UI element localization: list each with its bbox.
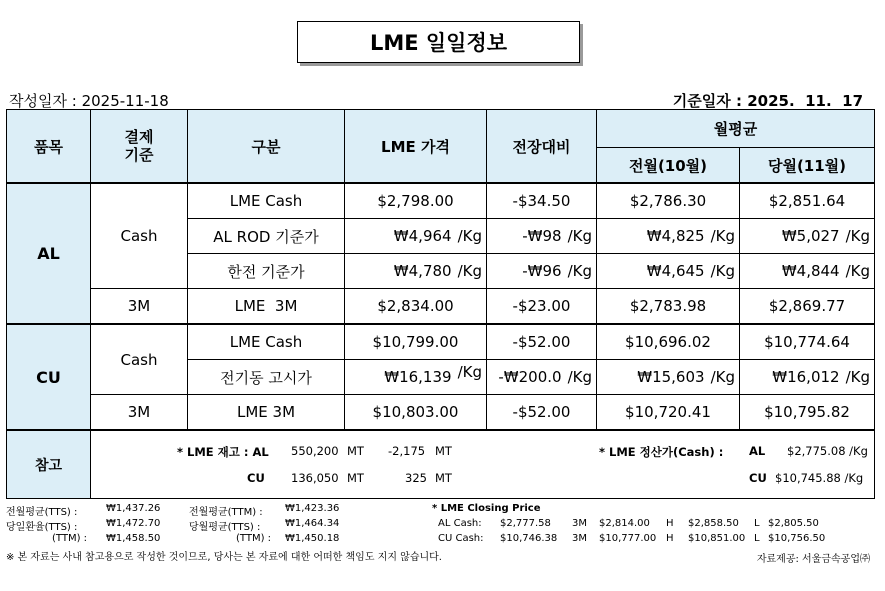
al-stock: 550,200	[291, 444, 339, 458]
header-monthly-avg: 월평균	[597, 110, 875, 148]
settle-3m: 3M	[91, 395, 188, 431]
table-row	[7, 289, 875, 325]
item-al: AL	[7, 183, 91, 324]
al-3m: $2,814.00	[599, 518, 650, 529]
base-date-label: 기준일자 :	[672, 92, 742, 110]
prev-month-cell: ₩15,603 /Kg	[597, 360, 740, 395]
diff-cell: -₩200.0 /Kg	[487, 360, 597, 395]
curr-month-cell: $2,851.64	[740, 183, 875, 219]
al-settle-label: AL	[749, 444, 766, 458]
curr-month-cell: $10,774.64	[740, 324, 875, 360]
price-cell: ₩16,139 /Kg	[345, 360, 487, 395]
reference-label: 참고	[7, 430, 91, 499]
reference-content	[91, 430, 875, 499]
cu-settle: $10,745.88 /Kg	[775, 471, 864, 485]
diff-cell: -$34.50	[487, 183, 597, 219]
al-3m-label: 3M	[572, 518, 587, 529]
base-date: 2025. 11. 17	[747, 92, 863, 110]
division-cell: LME Cash	[188, 183, 345, 219]
division-cell: 한전 기준가	[188, 254, 345, 289]
disclaimer: ※ 본 자료는 사내 참고용으로 작성한 것이므로, 당사는 본 자료에 대한 어떠한 책임도 지지 않습니다.	[6, 552, 442, 563]
curr-avg-tts: ₩1,464.34	[285, 518, 340, 529]
report-title: LME 일일정보	[297, 21, 580, 63]
prev-tts: ₩1,437.26	[106, 503, 161, 514]
al-stock-diff: -2,175	[388, 444, 426, 458]
price-cell: ₩4,964 /Kg	[345, 219, 487, 254]
ttm-label: (TTM) :	[52, 533, 88, 544]
settle-3m: 3M	[91, 289, 188, 325]
header-prev-month: 전월(10월)	[597, 148, 740, 184]
price-cell: $2,834.00	[345, 289, 487, 325]
ttm2: ₩1,450.18	[285, 533, 340, 544]
written-date: 2025-11-18	[81, 92, 169, 110]
cu-cash: $10,746.38	[500, 533, 558, 544]
price-cell: ₩4,780 /Kg	[345, 254, 487, 289]
item-cu: CU	[7, 324, 91, 430]
al-settle: $2,775.08 /Kg	[787, 444, 868, 458]
lme-price-table	[6, 109, 875, 499]
al-h: $2,858.50	[688, 518, 739, 529]
division-cell: LME 3M	[188, 289, 345, 325]
base-date-row	[673, 90, 863, 111]
curr-month-cell: $10,795.82	[740, 395, 875, 431]
header-item: 품목	[7, 110, 91, 184]
price-cell: $10,803.00	[345, 395, 487, 431]
cu-stock-label: CU	[247, 471, 265, 485]
written-date-label: 작성일자 :	[9, 92, 77, 110]
cu-stock-diff-unit: MT	[435, 471, 452, 485]
division-cell: 전기동 고시가	[188, 360, 345, 395]
diff-cell: -₩98 /Kg	[487, 219, 597, 254]
curr-month-cell: $2,869.77	[740, 289, 875, 325]
reference-row	[7, 430, 875, 499]
diff-cell: -$23.00	[487, 289, 597, 325]
cu-h: $10,851.00	[688, 533, 746, 544]
table-row	[7, 324, 875, 360]
footer	[6, 503, 876, 563]
closing-title: * LME Closing Price	[432, 503, 541, 514]
prev-month-cell: $10,720.41	[597, 395, 740, 431]
cu-h-label: H	[666, 533, 674, 544]
prev-ttm-label: 전월평균(TTM) :	[189, 507, 263, 518]
cu-l-label: L	[754, 533, 760, 544]
table-row	[7, 395, 875, 431]
cu-3m: $10,777.00	[599, 533, 657, 544]
header-curr-month: 당월(11월)	[740, 148, 875, 184]
ttm2-label: (TTM) :	[236, 533, 272, 544]
cu-stock: 136,050	[291, 471, 339, 485]
ttm: ₩1,458.50	[106, 533, 161, 544]
division-cell: LME 3M	[188, 395, 345, 431]
al-stock-diff-unit: MT	[435, 444, 452, 458]
division-cell: LME Cash	[188, 324, 345, 360]
al-h-label: H	[666, 518, 674, 529]
cu-3m-label: 3M	[572, 533, 587, 544]
settle-cash: Cash	[91, 324, 188, 395]
prev-month-cell: ₩4,645 /Kg	[597, 254, 740, 289]
diff-cell: -$52.00	[487, 324, 597, 360]
al-cash: $2,777.58	[500, 518, 551, 529]
prev-month-cell: ₩4,825 /Kg	[597, 219, 740, 254]
cu-stock-diff: 325	[405, 471, 427, 485]
settle-cash: Cash	[91, 183, 188, 289]
prev-ttm: ₩1,423.36	[285, 503, 340, 514]
price-cell: $10,799.00	[345, 324, 487, 360]
header-prev-diff: 전장대비	[487, 110, 597, 184]
prev-month-cell: $10,696.02	[597, 324, 740, 360]
diff-cell: -$52.00	[487, 395, 597, 431]
cu-cash-label: CU Cash:	[438, 533, 484, 544]
cu-stock-unit: MT	[347, 471, 364, 485]
header-settle: 결제 기준	[91, 110, 188, 184]
written-date-row	[9, 90, 169, 111]
curr-month-cell: ₩16,012 /Kg	[740, 360, 875, 395]
al-cash-label: AL Cash:	[438, 518, 482, 529]
al-l: $2,805.50	[768, 518, 819, 529]
stock-label: * LME 재고 : AL	[177, 445, 269, 459]
header-division: 구분	[188, 110, 345, 184]
day-tts: ₩1,472.70	[106, 518, 161, 529]
cu-settle-label: CU	[749, 471, 767, 485]
prev-month-cell: $2,786.30	[597, 183, 740, 219]
settle-label: * LME 정산가(Cash) :	[599, 445, 724, 459]
curr-avg-tts-label: 당월평균(TTS) :	[189, 522, 261, 533]
diff-cell: -₩96 /Kg	[487, 254, 597, 289]
prev-month-cell: $2,783.98	[597, 289, 740, 325]
day-tts-label: 당일환율(TTS) :	[6, 522, 78, 533]
source-credit: 자료제공: 서울금속공업㈜	[756, 554, 870, 565]
curr-month-cell: ₩5,027 /Kg	[740, 219, 875, 254]
curr-month-cell: ₩4,844 /Kg	[740, 254, 875, 289]
al-stock-unit: MT	[347, 444, 364, 458]
header-lme-price: LME 가격	[345, 110, 487, 184]
cu-l: $10,756.50	[768, 533, 826, 544]
al-l-label: L	[754, 518, 760, 529]
division-cell: AL ROD 기준가	[188, 219, 345, 254]
price-cell: $2,798.00	[345, 183, 487, 219]
table-row	[7, 183, 875, 219]
prev-tts-label: 전월평균(TTS) :	[6, 507, 78, 518]
